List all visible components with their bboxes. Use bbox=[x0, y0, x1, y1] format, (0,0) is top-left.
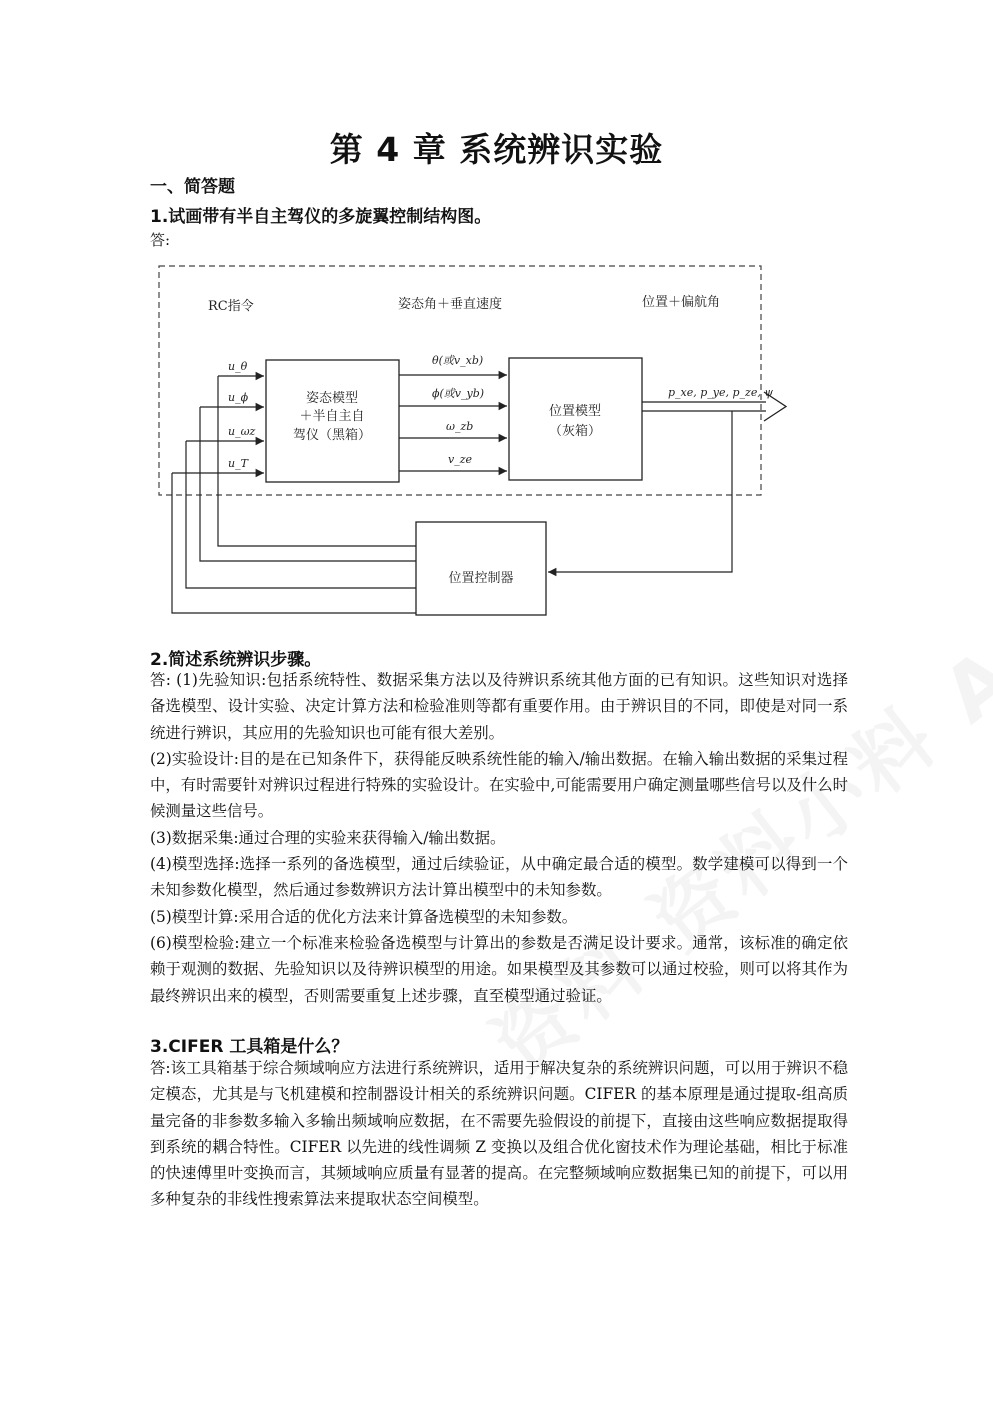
input-u-T: u_T bbox=[228, 457, 248, 470]
control-structure-diagram bbox=[150, 258, 800, 622]
signal-omega: ω_zb bbox=[446, 420, 474, 433]
input-u-phi: u_ϕ bbox=[228, 391, 249, 404]
block1-line1: 姿态模型 bbox=[305, 391, 359, 406]
input-u-theta: u_θ bbox=[228, 360, 248, 373]
answer-3 bbox=[150, 1055, 848, 1213]
answer-2-para-2: (2)实验设计:目的是在已知条件下，获得能反映系统性能的输入/输出数据。在输入输出数据的采集过程中，有时需要针对辨识过程进行特殊的实验设计。在实验中,可能需要用户确定测量哪些信号以及什么时候测量这些信号。 bbox=[150, 749, 848, 821]
answer-2-para-4: (4)模型选择:选择一系列的备选模型，通过后续验证，从中确定最合适的模型。数学建模可以得到一个未知参数化模型，然后通过参数辨识方法计算出模型中的未知参数。 bbox=[150, 855, 848, 900]
label-attitude: 姿态角＋垂直速度 bbox=[398, 297, 503, 312]
answer-2-para-6: (6)模型检验:建立一个标准来检验备选模型与计算出的参数是否满足设计要求。通常，该标准的确定依赖于观测的数据、先验知识以及待辨识模型的用途。如果模型及其参数可以通过校验，则可以将其作为最终辨识出来的模型，否则需要重复上述步骤，直至模型通过验证。 bbox=[150, 933, 848, 1005]
question-3: 3.CIFER 工具箱是什么？ bbox=[150, 1037, 349, 1057]
answer-3-para: 答:该工具箱基于综合频域响应方法进行系统辨识，适用于解决复杂的系统辨识问题，可以用于辨识不稳定模态，尤其是与飞机建模和控制器设计相关的系统辨识问题。CIFER 的基本原理是通过提取-组高质量完备的非参数多输入多输出频域响应数据，在不需要先验假设的前提下，直接由这些响应数据提取得到系统的耦合特性。CIFER 以先进的线性调频 Z 变换以及组合优化窗技术作为理论基础，相比于标准的快速傅里叶变换而言，其频域响应质量有显著的提高。在完整频域响应数据集已知的前提下，可以用多种复杂的非线性搜索算法来提取状态空间模型。 bbox=[150, 1059, 848, 1209]
page-title: 第 4 章 系统辨识实验 bbox=[329, 130, 664, 169]
answer-2-para-1: 答: (1)先验知识:包括系统特性、数据采集方法以及待辨识系统其他方面的已有知识。这些知识对选择备选模型、设计实验、决定计算方法和检验准则等都有重要作用。由于辨识目的不同，即使是对同一系统进行辨识，其应用的先验知识也可能有很大差别。 bbox=[150, 671, 848, 742]
answer-2-para-5: (5)模型计算:采用合适的优化方法来计算备选模型的未知参数。 bbox=[150, 907, 578, 926]
output-signals: p_xe, p_ye, p_ze, ψ bbox=[668, 386, 773, 399]
label-position-yaw: 位置＋偏航角 bbox=[642, 295, 721, 310]
answer-2-para-3: (3)数据采集:通过合理的实验来获得输入/输出数据。 bbox=[150, 828, 506, 847]
question-2: 2.简述系统辨识步骤。 bbox=[150, 650, 322, 670]
signal-vz: v_ze bbox=[448, 453, 473, 466]
label-rc: RC指令 bbox=[208, 299, 254, 314]
block2-line2: （灰箱） bbox=[548, 424, 602, 439]
position-controller-block bbox=[416, 522, 546, 615]
block1-line3: 驾仪（黑箱） bbox=[292, 428, 372, 443]
input-u-omega: u_ωz bbox=[228, 425, 256, 438]
position-model-block bbox=[509, 358, 642, 480]
signal-theta: θ(或v_xb) bbox=[432, 354, 484, 367]
section-heading: 一、简答题 bbox=[150, 177, 235, 197]
controller-label: 位置控制器 bbox=[448, 571, 514, 586]
answer-label: 答: bbox=[150, 231, 171, 249]
block2-line1: 位置模型 bbox=[548, 404, 602, 419]
signal-phi: ϕ(或v_yb) bbox=[432, 387, 485, 400]
answer-2 bbox=[150, 667, 848, 1009]
question-1: 1.试画带有半自主驾仪的多旋翼控制结构图。 bbox=[150, 207, 492, 227]
block1-line2: ＋半自主自 bbox=[299, 409, 365, 424]
